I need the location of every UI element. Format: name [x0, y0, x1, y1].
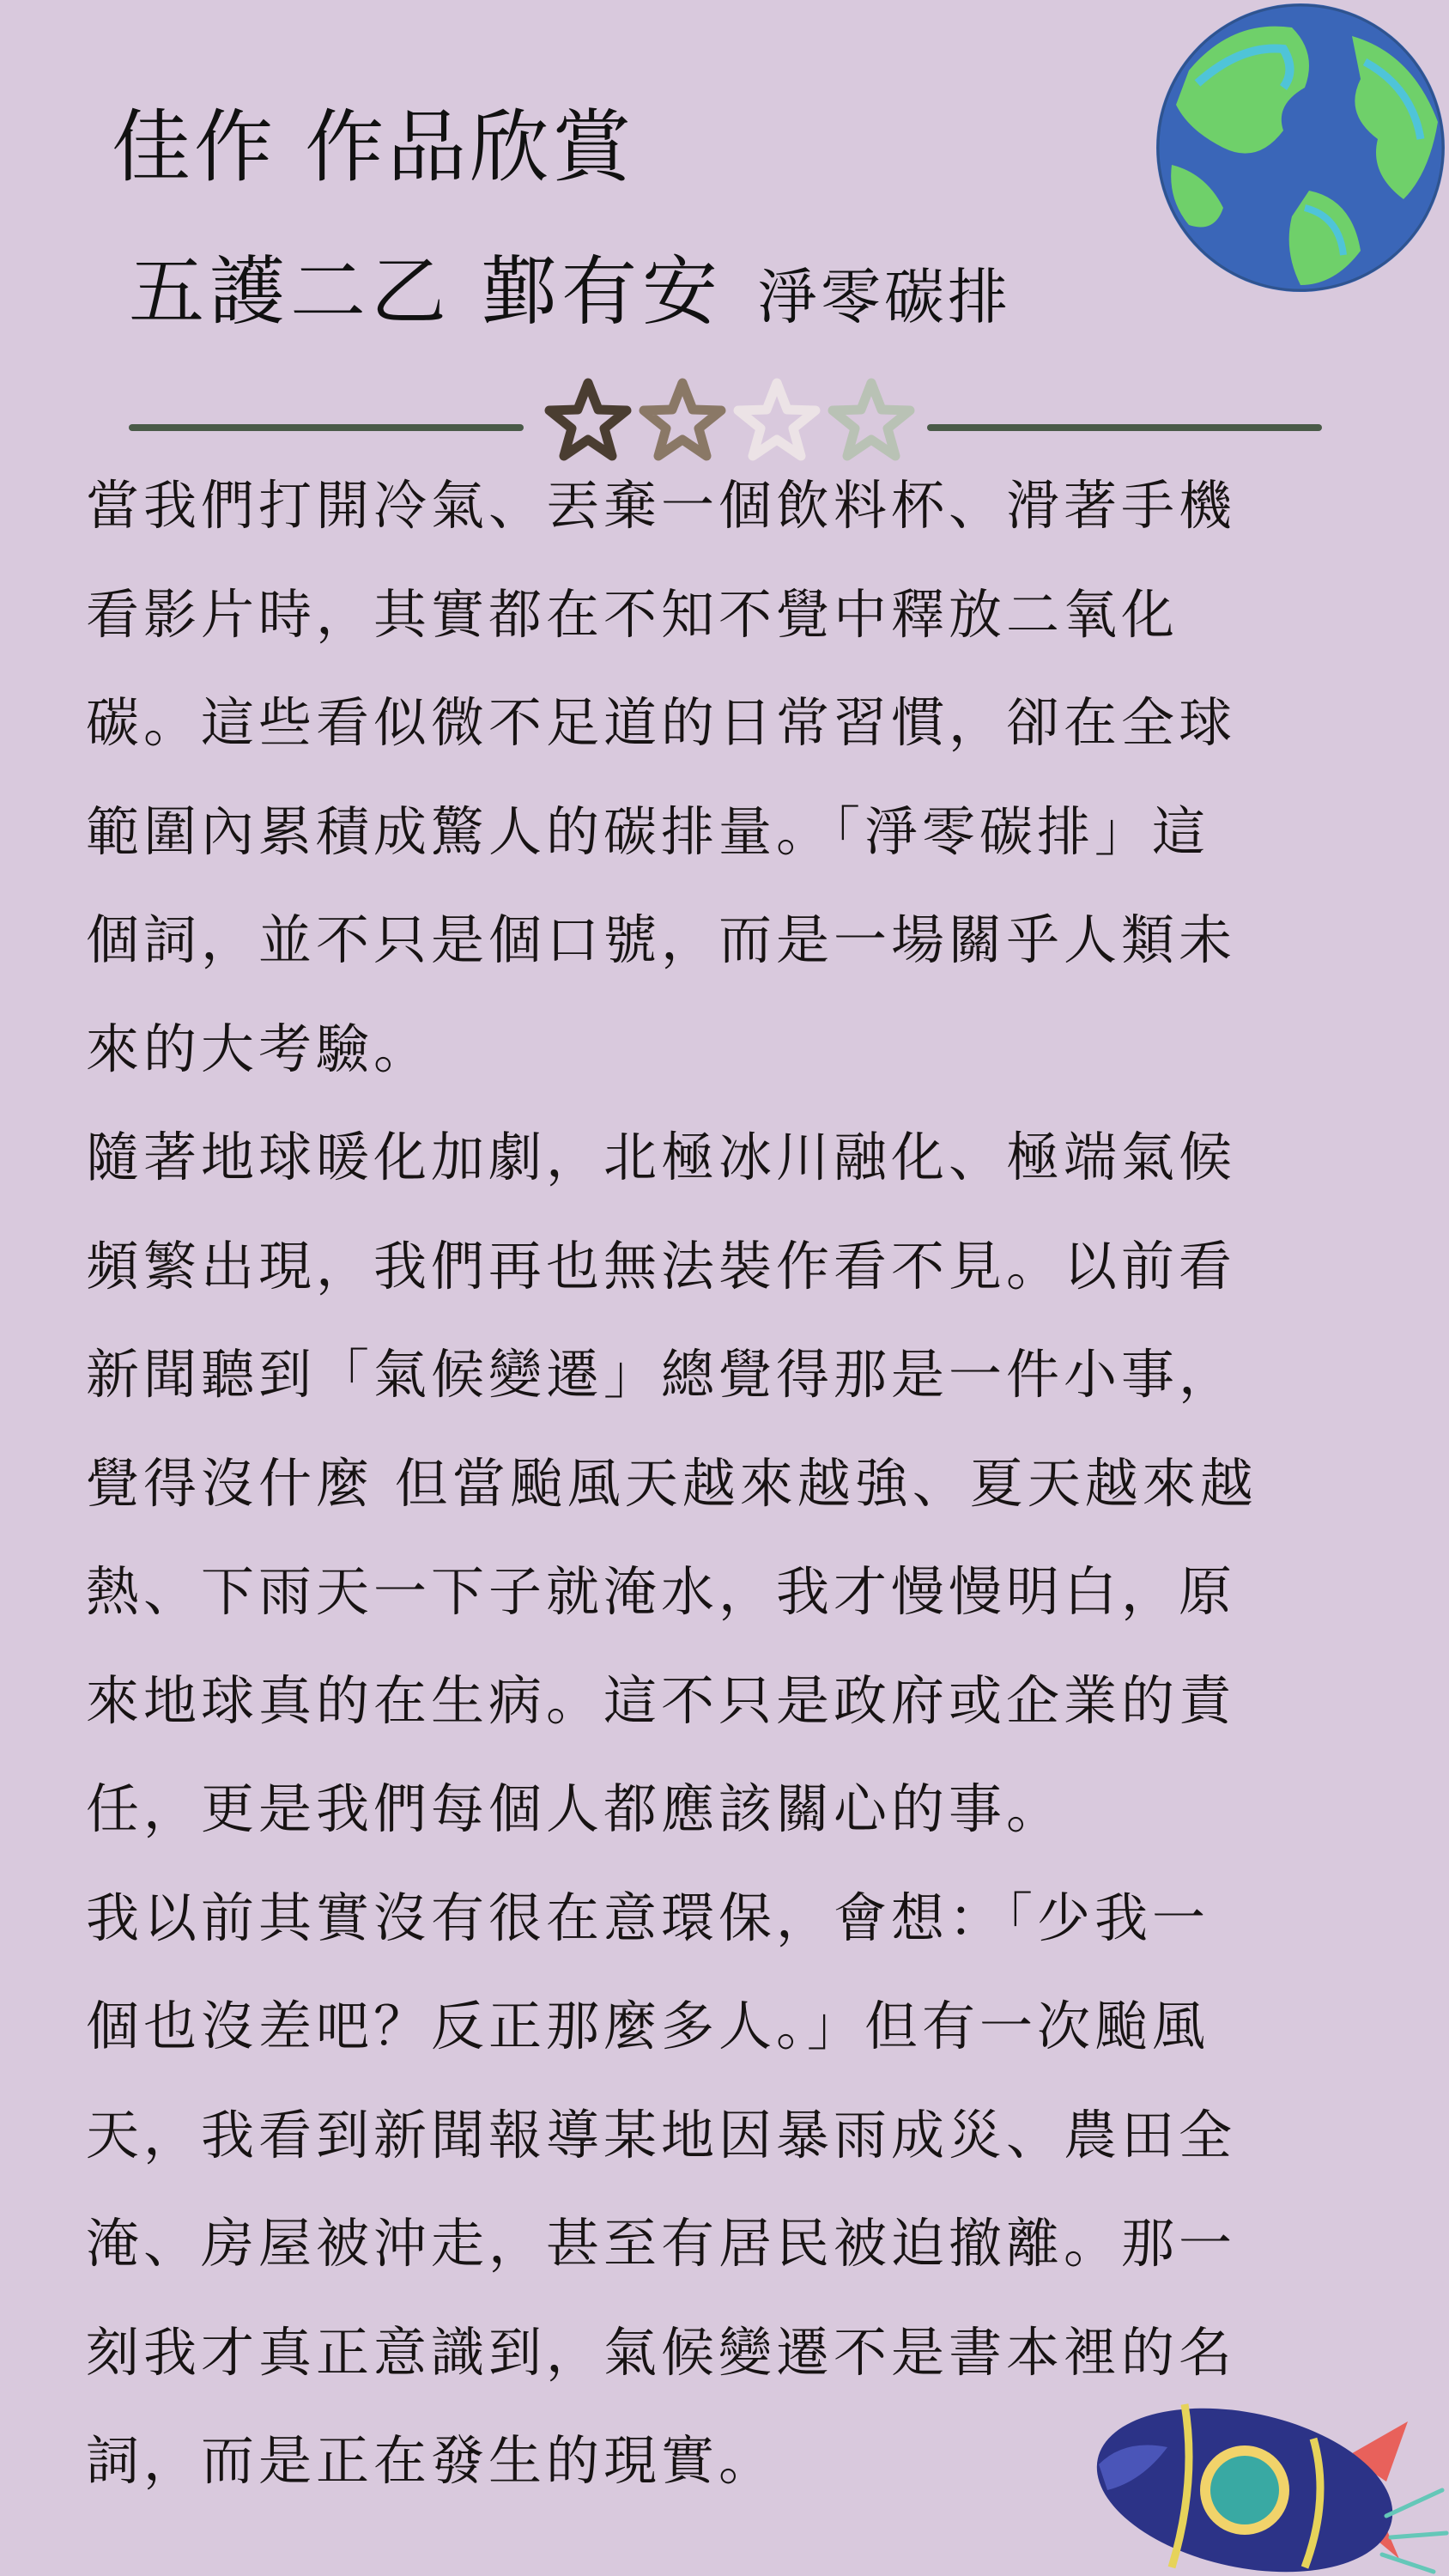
text-line: 當我們打開冷氣、丟棄一個飲料杯、滑著手機 — [86, 474, 1237, 537]
page-heading: 佳作 作品欣賞 — [112, 101, 635, 193]
divider-right — [927, 424, 1322, 431]
text-line: 個詞，並不只是個口號，而是一場關乎人類未 — [86, 908, 1237, 971]
text-line: 熱、下雨天一下子就淹水，我才慢慢明白，原 — [86, 1560, 1237, 1623]
star-icon — [738, 383, 815, 456]
text-line: 覺得沒什麼 但當颱風天越來越強、夏天越來越 — [86, 1451, 1258, 1515]
work-title: 淨零碳排 — [756, 262, 1011, 332]
rocket-icon — [1090, 2387, 1449, 2576]
globe-icon — [1155, 2, 1446, 294]
title-row — [129, 240, 1011, 365]
text-line: 刻我才真正意識到，氣候變遷不是書本裡的名 — [86, 2320, 1237, 2384]
text-line: 詞，而是正在發生的現實。 — [86, 2429, 777, 2492]
text-line: 範圍內累積成驚人的碳排量。「淨零碳排」這 — [86, 799, 1210, 863]
text-line: 隨著地球暖化加劇，北極冰川融化、極端氣候 — [86, 1126, 1237, 1188]
divider-left — [129, 424, 524, 431]
text-line: 我以前其實沒有很在意環保，會想：「少我一 — [86, 1886, 1210, 1949]
text-line: 來地球真的在生病。這不只是政府或企業的責 — [86, 1668, 1237, 1732]
article-body — [86, 452, 1373, 2516]
star-icon — [644, 383, 721, 456]
text-line: 新聞聽到「氣候變遷」總覺得那是一件小事， — [86, 1343, 1237, 1406]
text-line: 頻繁出現，我們再也無法裝作看不見。以前看 — [86, 1234, 1237, 1297]
text-line: 來的大考驗。 — [86, 1017, 432, 1080]
star-icon — [549, 383, 627, 456]
star-icon — [833, 383, 910, 456]
text-line: 淹、房屋被沖走，甚至有居民被迫撤離。那一 — [86, 2212, 1237, 2275]
author-name: 五護二乙 鄞有安 — [129, 247, 723, 336]
text-line: 個也沒差吧？反正那麼多人。」但有一次颱風 — [86, 1995, 1210, 2057]
text-line: 碳。這些看似微不足道的日常習慣，卻在全球 — [86, 691, 1237, 754]
text-line: 看影片時，其實都在不知不覺中釋放二氧化 — [86, 582, 1179, 646]
text-line: 任，更是我們每個人都應該關心的事。 — [86, 1777, 1064, 1840]
text-line: 天，我看到新聞報導某地因暴雨成災、農田全 — [86, 2103, 1237, 2166]
